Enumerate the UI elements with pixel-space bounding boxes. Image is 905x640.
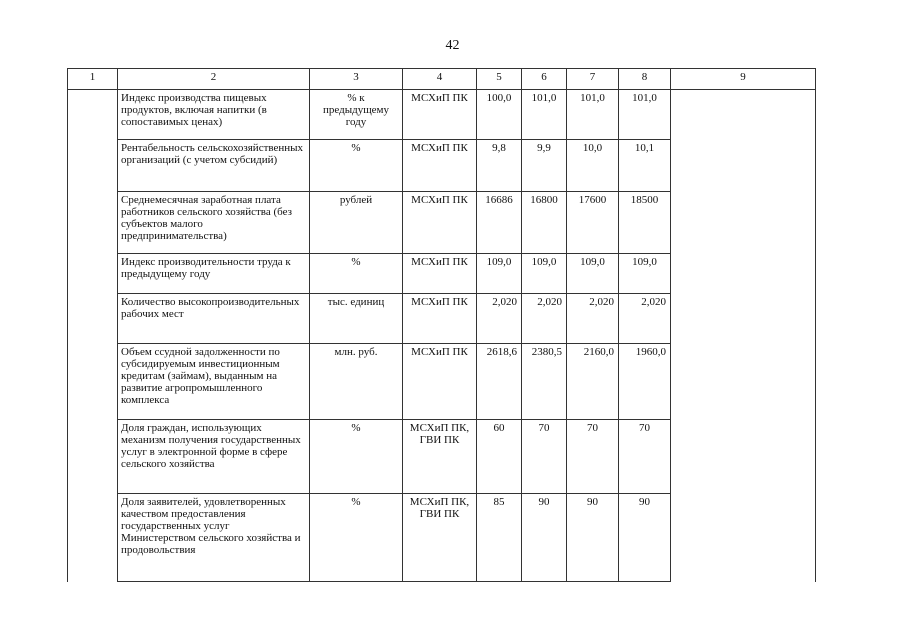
table-row <box>68 192 816 254</box>
value-col-5-cell: 2618,6 <box>477 344 522 420</box>
value-col-5-cell: 2,020 <box>477 294 522 344</box>
unit-cell: % <box>310 254 403 294</box>
indicator-name-cell: Доля заявителей, удовлетворенных качеством предоставления государственных услуг Министерством сельского хозяйства и продовольствия <box>118 494 310 582</box>
value-col-8-cell: 101,0 <box>619 90 671 140</box>
row-number-cell <box>68 420 118 494</box>
value-col-7-cell: 109,0 <box>567 254 619 294</box>
value-col-5-cell: 85 <box>477 494 522 582</box>
row-number-cell <box>68 294 118 344</box>
header-col-6: 6 <box>522 69 567 90</box>
header-col-1: 1 <box>68 69 118 90</box>
header-col-9: 9 <box>671 69 816 90</box>
header-col-2: 2 <box>118 69 310 90</box>
value-col-5-cell: 109,0 <box>477 254 522 294</box>
value-col-9-cell <box>671 494 816 582</box>
value-col-6-cell: 101,0 <box>522 90 567 140</box>
value-col-7-cell: 10,0 <box>567 140 619 192</box>
header-col-5: 5 <box>477 69 522 90</box>
responsible-cell: МСХиП ПК <box>403 140 477 192</box>
table-row <box>68 494 816 582</box>
table-row <box>68 140 816 192</box>
row-number-cell <box>68 494 118 582</box>
value-col-5-cell: 9,8 <box>477 140 522 192</box>
responsible-cell: МСХиП ПК <box>403 254 477 294</box>
value-col-8-cell: 1960,0 <box>619 344 671 420</box>
unit-cell: % <box>310 420 403 494</box>
value-col-8-cell: 10,1 <box>619 140 671 192</box>
value-col-8-cell: 70 <box>619 420 671 494</box>
value-col-9-cell <box>671 420 816 494</box>
value-col-9-cell <box>671 90 816 140</box>
responsible-cell: МСХиП ПК <box>403 294 477 344</box>
header-col-3: 3 <box>310 69 403 90</box>
indicator-name-cell: Среднемесячная заработная плата работников сельского хозяйства (без субъектов малого предпринимательства) <box>118 192 310 254</box>
value-col-9-cell <box>671 192 816 254</box>
value-col-7-cell: 90 <box>567 494 619 582</box>
value-col-7-cell: 2,020 <box>567 294 619 344</box>
value-col-9-cell <box>671 294 816 344</box>
unit-cell: % к предыдущему году <box>310 90 403 140</box>
table-row <box>68 254 816 294</box>
value-col-6-cell: 16800 <box>522 192 567 254</box>
header-row <box>68 69 816 90</box>
indicator-name-cell: Индекс производительности труда к предыдущему году <box>118 254 310 294</box>
value-col-8-cell: 2,020 <box>619 294 671 344</box>
value-col-6-cell: 2,020 <box>522 294 567 344</box>
indicator-name-cell: Количество высокопроизводительных рабочих мест <box>118 294 310 344</box>
value-col-7-cell: 70 <box>567 420 619 494</box>
value-col-5-cell: 16686 <box>477 192 522 254</box>
value-col-6-cell: 9,9 <box>522 140 567 192</box>
value-col-6-cell: 90 <box>522 494 567 582</box>
unit-cell: % <box>310 140 403 192</box>
header-col-7: 7 <box>567 69 619 90</box>
page-number: 42 <box>445 38 460 53</box>
value-col-9-cell <box>671 254 816 294</box>
value-col-6-cell: 2380,5 <box>522 344 567 420</box>
row-number-cell <box>68 90 118 140</box>
indicator-name-cell: Доля граждан, использующих механизм получения государственных услуг в электронной форме в сфере сельского хозяйства <box>118 420 310 494</box>
value-col-6-cell: 109,0 <box>522 254 567 294</box>
responsible-cell: МСХиП ПК <box>403 344 477 420</box>
responsible-cell: МСХиП ПК <box>403 90 477 140</box>
value-col-9-cell <box>671 344 816 420</box>
unit-cell: тыс. единиц <box>310 294 403 344</box>
row-number-cell <box>68 192 118 254</box>
value-col-5-cell: 100,0 <box>477 90 522 140</box>
table-row <box>68 90 816 140</box>
value-col-7-cell: 2160,0 <box>567 344 619 420</box>
table-row <box>68 420 816 494</box>
indicator-name-cell: Индекс производства пищевых продуктов, включая напитки (в сопоставимых ценах) <box>118 90 310 140</box>
value-col-6-cell: 70 <box>522 420 567 494</box>
unit-cell: % <box>310 494 403 582</box>
indicators-table <box>67 68 816 582</box>
responsible-cell: МСХиП ПК, ГВИ ПК <box>403 494 477 582</box>
table-row <box>68 294 816 344</box>
header-col-8: 8 <box>619 69 671 90</box>
value-col-9-cell <box>671 140 816 192</box>
value-col-7-cell: 17600 <box>567 192 619 254</box>
value-col-8-cell: 18500 <box>619 192 671 254</box>
header-col-4: 4 <box>403 69 477 90</box>
value-col-5-cell: 60 <box>477 420 522 494</box>
table-row <box>68 344 816 420</box>
row-number-cell <box>68 254 118 294</box>
indicator-name-cell: Объем ссудной задолженности по субсидируемым инвестиционным кредитам (займам), выданным на развитие агропромышленного комплекса <box>118 344 310 420</box>
value-col-8-cell: 90 <box>619 494 671 582</box>
responsible-cell: МСХиП ПК, ГВИ ПК <box>403 420 477 494</box>
indicator-name-cell: Рентабельность сельскохозяйственных организаций (с учетом субсидий) <box>118 140 310 192</box>
unit-cell: рублей <box>310 192 403 254</box>
responsible-cell: МСХиП ПК <box>403 192 477 254</box>
row-number-cell <box>68 344 118 420</box>
value-col-8-cell: 109,0 <box>619 254 671 294</box>
value-col-7-cell: 101,0 <box>567 90 619 140</box>
row-number-cell <box>68 140 118 192</box>
unit-cell: млн. руб. <box>310 344 403 420</box>
